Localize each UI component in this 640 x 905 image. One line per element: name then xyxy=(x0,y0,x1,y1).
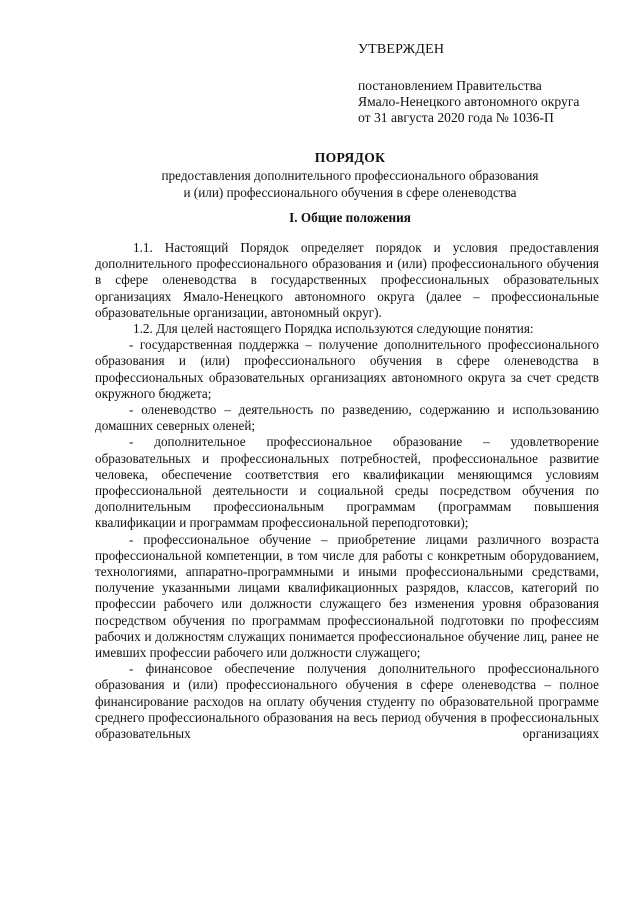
approval-line-3: от 31 августа 2020 года № 1036-П xyxy=(358,110,554,125)
approval-line-2: Ямало-Ненецкого автономного округа xyxy=(358,94,580,109)
document-title: ПОРЯДОК xyxy=(314,150,386,165)
approval-title: УТВЕРЖДЕН xyxy=(358,42,445,57)
paragraph-1-2: 1.2. Для целей настоящего Порядка используются следующие понятия: xyxy=(133,321,534,337)
definition-additional-education: - дополнительное профессиональное образование – удовлетворение образовательных и профессиональных потребностей, профессиональное развитие человека, обеспечение соответствия его квалификации меняющимся условиям профессиональной деятельности и социальной среды посредством обучения по дополнительным профессиональным программам (программам повышения квалификации и программам профессиональной переподготовки); xyxy=(95,434,599,531)
document-subtitle-line-2: и (или) профессионального обучения в сфере оленеводства xyxy=(183,184,517,200)
definition-state-support: - государственная поддержка – получение дополнительного профессионального образования и (или) профессионального обучения в сфере оленеводства в профессиональных образовательных организациях автономного округа за счет средств окружного бюджета; xyxy=(95,337,599,401)
definition-professional-training: - профессиональное обучение – приобретение лицами различного возраста профессиональной компетенции, в том числе для работы с конкретным оборудованием, технологиями, аппаратно-программными и иными профессиональными средствами, получение указанными лицами квалификационных разрядов, классов, категорий по профессии рабочего или должности служащего без изменения уровня образования посредством обучения по программам профессиональной подготовки по профессиям рабочих и должностям служащих понимается профессиональное обучение лиц, ранее не имевших профессии рабочего или должности служащего; xyxy=(95,531,599,661)
definition-financial-support: - финансовое обеспечение получения дополнительного профессионального образования и (или) профессионального обучения в сфере оленеводства – полное финансирование расходов на оплату обучения студенту по образовательной программе среднего профессионального образования на весь период обучения в профессиональных образовательных организациях xyxy=(95,661,599,742)
section-title: I. Общие положения xyxy=(289,210,411,225)
approval-block xyxy=(358,42,628,126)
paragraph-1-1: 1.1. Настоящий Порядок определяет порядок и условия предоставления дополнительного профессионального образования и (или) профессионального обучения в сфере оленеводства в государственных профессиональных образовательных организациях Ямало-Ненецкого автономного округа (далее – профессиональные образовательные организации, автономный округ). xyxy=(95,240,599,320)
document-body xyxy=(95,240,599,742)
document-subtitle xyxy=(60,168,640,201)
definition-reindeer-herding: - оленеводство – деятельность по разведению, содержанию и использованию домашних северных оленей; xyxy=(95,402,599,434)
document-subtitle-line-1: предоставления дополнительного профессионального образования xyxy=(161,168,539,183)
approval-line-1: постановлением Правительства xyxy=(358,78,542,93)
